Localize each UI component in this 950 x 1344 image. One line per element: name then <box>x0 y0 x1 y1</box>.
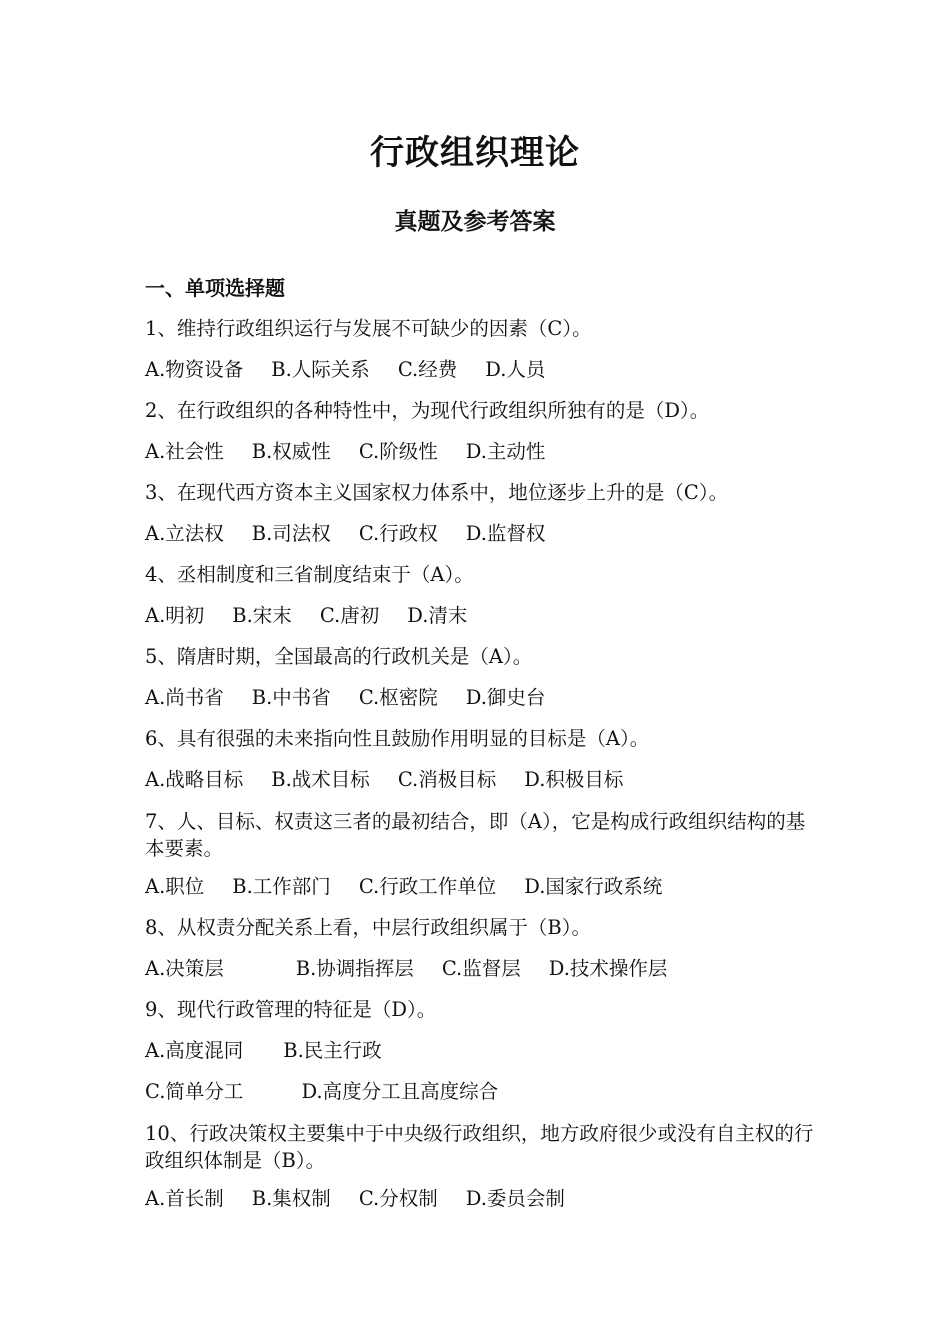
options-3 <box>145 518 815 550</box>
options-4 <box>145 600 815 632</box>
option-b: B.集权制 <box>251 1187 331 1210</box>
option-c: C.经费 <box>397 358 458 381</box>
question-6: 6、具有很强的未来指向性且鼓励作用明显的目标是（A）。 <box>145 727 650 750</box>
option-d: D.人员 <box>485 358 546 381</box>
option-d: D.主动性 <box>465 440 546 463</box>
option-c: C.阶级性 <box>358 440 438 463</box>
option-c: C.唐初 <box>319 604 380 627</box>
options-8 <box>145 953 815 985</box>
question-7: 7、人、目标、权责这三者的最初结合，即（A），它是构成行政组织结构的基本要素。 <box>145 810 806 860</box>
question-8: 8、从权责分配关系上看，中层行政组织属于（B）。 <box>145 916 591 939</box>
option-a: A.职位 <box>145 875 205 898</box>
option-d: D.清末 <box>407 604 468 627</box>
option-d: D.积极目标 <box>524 768 624 791</box>
option-a: A.物资设备 <box>145 358 244 381</box>
option-b: B.人际关系 <box>271 358 370 381</box>
option-b: B.民主行政 <box>283 1039 382 1062</box>
question-1: 1、维持行政组织运行与发展不可缺少的因素（C）。 <box>145 317 592 340</box>
option-b: B.协调指挥层 <box>295 957 414 980</box>
options-1 <box>145 354 815 386</box>
option-a: A.明初 <box>145 604 205 627</box>
document-subtitle: 真题及参考答案 <box>394 208 556 235</box>
option-d: D.国家行政系统 <box>524 875 663 898</box>
section-heading: 一、单项选择题 <box>145 276 285 300</box>
option-d: D.委员会制 <box>465 1187 565 1210</box>
option-c: C.监督层 <box>441 957 521 980</box>
option-b: B.宋末 <box>232 604 292 627</box>
question-10: 10、行政决策权主要集中于中央级行政组织，地方政府很少或没有自主权的行政组织体制是（B）。 <box>145 1122 814 1172</box>
option-d: D.技术操作层 <box>548 957 668 980</box>
option-a: A.立法权 <box>145 522 224 545</box>
options-5 <box>145 682 815 714</box>
option-c: C.行政工作单位 <box>358 875 497 898</box>
option-c: C.简单分工 <box>145 1080 244 1103</box>
option-a: A.尚书省 <box>145 686 224 709</box>
question-3: 3、在现代西方资本主义国家权力体系中，地位逐步上升的是（C）。 <box>145 481 729 504</box>
question-5: 5、隋唐时期，全国最高的行政机关是（A）。 <box>145 645 533 668</box>
question-list <box>145 272 815 1224</box>
options-9-row-2 <box>145 1076 815 1108</box>
option-c: C.枢密院 <box>358 686 438 709</box>
question-9: 9、现代行政管理的特征是（D）。 <box>145 998 437 1021</box>
option-d: D.监督权 <box>465 522 546 545</box>
option-b: B.司法权 <box>251 522 331 545</box>
option-a: A.高度混同 <box>145 1039 244 1062</box>
option-d: D.御史台 <box>465 686 546 709</box>
document-title: 行政组织理论 <box>370 133 580 173</box>
options-7 <box>145 871 815 903</box>
option-b: B.权威性 <box>251 440 331 463</box>
options-2 <box>145 436 815 468</box>
option-c: C.消极目标 <box>397 768 497 791</box>
options-6 <box>145 764 815 796</box>
question-4: 4、丞相制度和三省制度结束于（A）。 <box>145 563 474 586</box>
option-b: B.战术目标 <box>271 768 370 791</box>
option-a: A.社会性 <box>145 440 224 463</box>
options-10 <box>145 1183 815 1215</box>
option-a: A.首长制 <box>145 1187 224 1210</box>
option-b: B.工作部门 <box>232 875 331 898</box>
question-2: 2、在行政组织的各种特性中，为现代行政组织所独有的是（D）。 <box>145 399 710 422</box>
option-c: C.分权制 <box>358 1187 438 1210</box>
option-a: A.战略目标 <box>145 768 244 791</box>
option-d: D.高度分工且高度综合 <box>301 1080 499 1103</box>
option-b: B.中书省 <box>251 686 331 709</box>
options-9-row-1 <box>145 1035 815 1067</box>
option-a: A.决策层 <box>145 957 224 980</box>
option-c: C.行政权 <box>358 522 438 545</box>
